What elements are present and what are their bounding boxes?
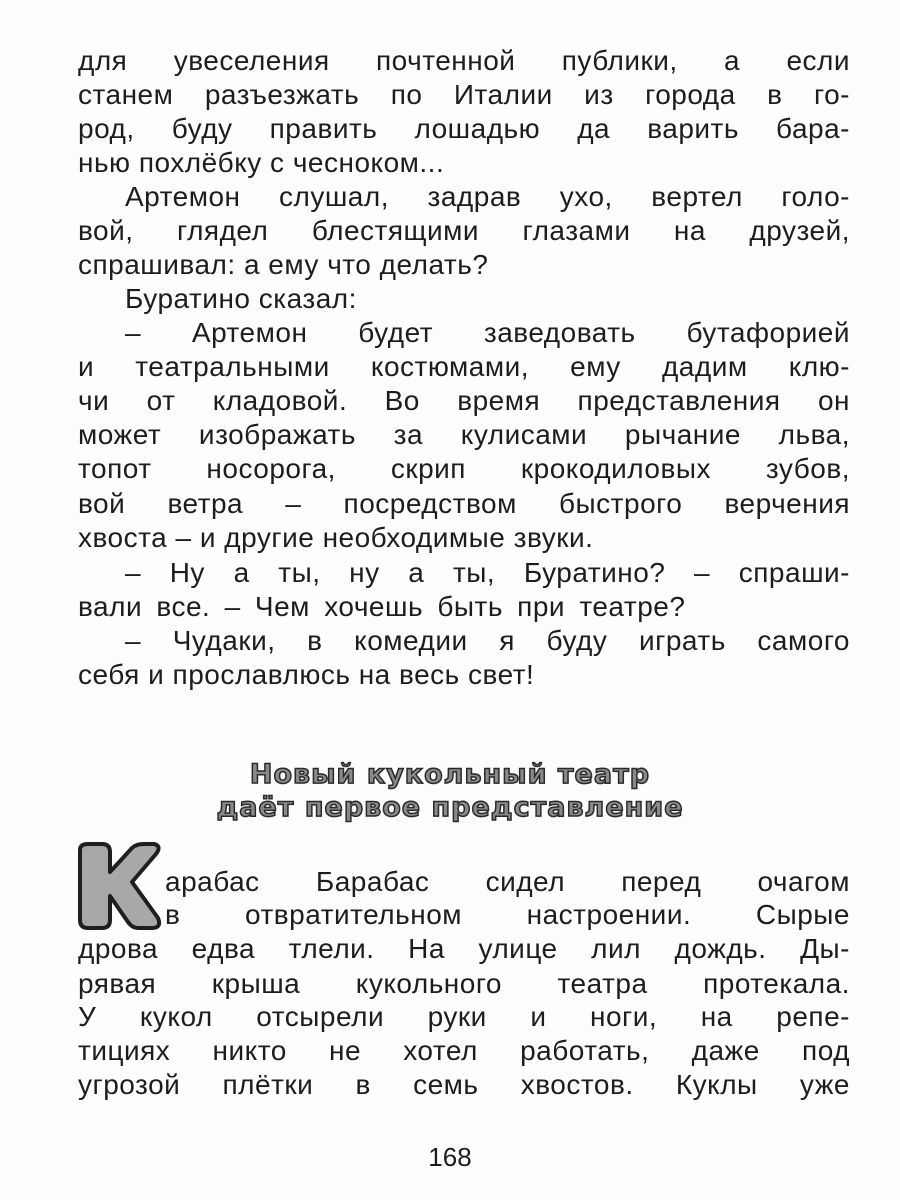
text-line: арабас Барабас сидел перед очагом: [165, 866, 850, 897]
text-line: тициях никто не хотел работать, даже под: [78, 1035, 850, 1066]
drop-cap-letter-graphic: [70, 842, 165, 932]
chapter-title-line: даёт первое представление: [216, 792, 684, 823]
text-line: вой ветра – посредством быстрого верчения: [78, 488, 850, 519]
text-line: и театральными костюмами, ему дадим клю-: [78, 351, 850, 382]
text-line: себя и прославлюсь на весь свет!: [78, 659, 535, 690]
text-line: спрашивал: а ему что делать?: [78, 249, 489, 280]
text-line: для увеселения почтенной публики, а если: [78, 45, 850, 76]
text-line: чи от кладовой. Во время представления он: [78, 385, 850, 416]
text-line: вали все. – Чем хочешь быть при театре?: [78, 591, 686, 622]
text-line: рявая крыша кукольного театра протекала.: [78, 968, 850, 999]
chapter-title-line: Новый кукольный театр: [249, 759, 651, 790]
text-line: – Ну а ты, ну а ты, Буратино? – спраши-: [125, 557, 850, 588]
text-line: станем разъезжать по Италии из города в го-: [78, 79, 850, 110]
text-line: может изображать за кулисами рычание льва,: [78, 419, 850, 450]
text-line: вой, глядел блестящими глазами на друзей,: [78, 215, 850, 246]
text-line: – Чудаки, в комедии я буду играть самого: [125, 625, 850, 656]
text-line: в отвратительном настроении. Сырые: [165, 899, 850, 930]
text-line: – Артемон будет заведовать бутафорией: [125, 317, 850, 348]
text-line: топот носорога, скрип крокодиловых зубов,: [78, 453, 850, 484]
text-line: нью похлёбку с чесноком...: [78, 147, 445, 178]
text-line: хвоста – и другие необходимые звуки.: [78, 522, 594, 553]
drop-cap: [70, 842, 165, 932]
text-line: Артемон слушал, задрав ухо, вертел голо-: [125, 181, 850, 212]
text-line: дрова едва тлели. На улице лил дождь. Ды-: [78, 933, 850, 964]
text-line: угрозой плётки в семь хвостов. Куклы уже: [78, 1069, 850, 1100]
page-number: 168: [428, 1142, 472, 1172]
text-line: У кукол отсырели руки и ноги, на репе-: [78, 1001, 850, 1032]
text-line: Буратино сказал:: [125, 283, 357, 314]
text-line: род, буду править лошадью да варить бара-: [78, 113, 850, 144]
